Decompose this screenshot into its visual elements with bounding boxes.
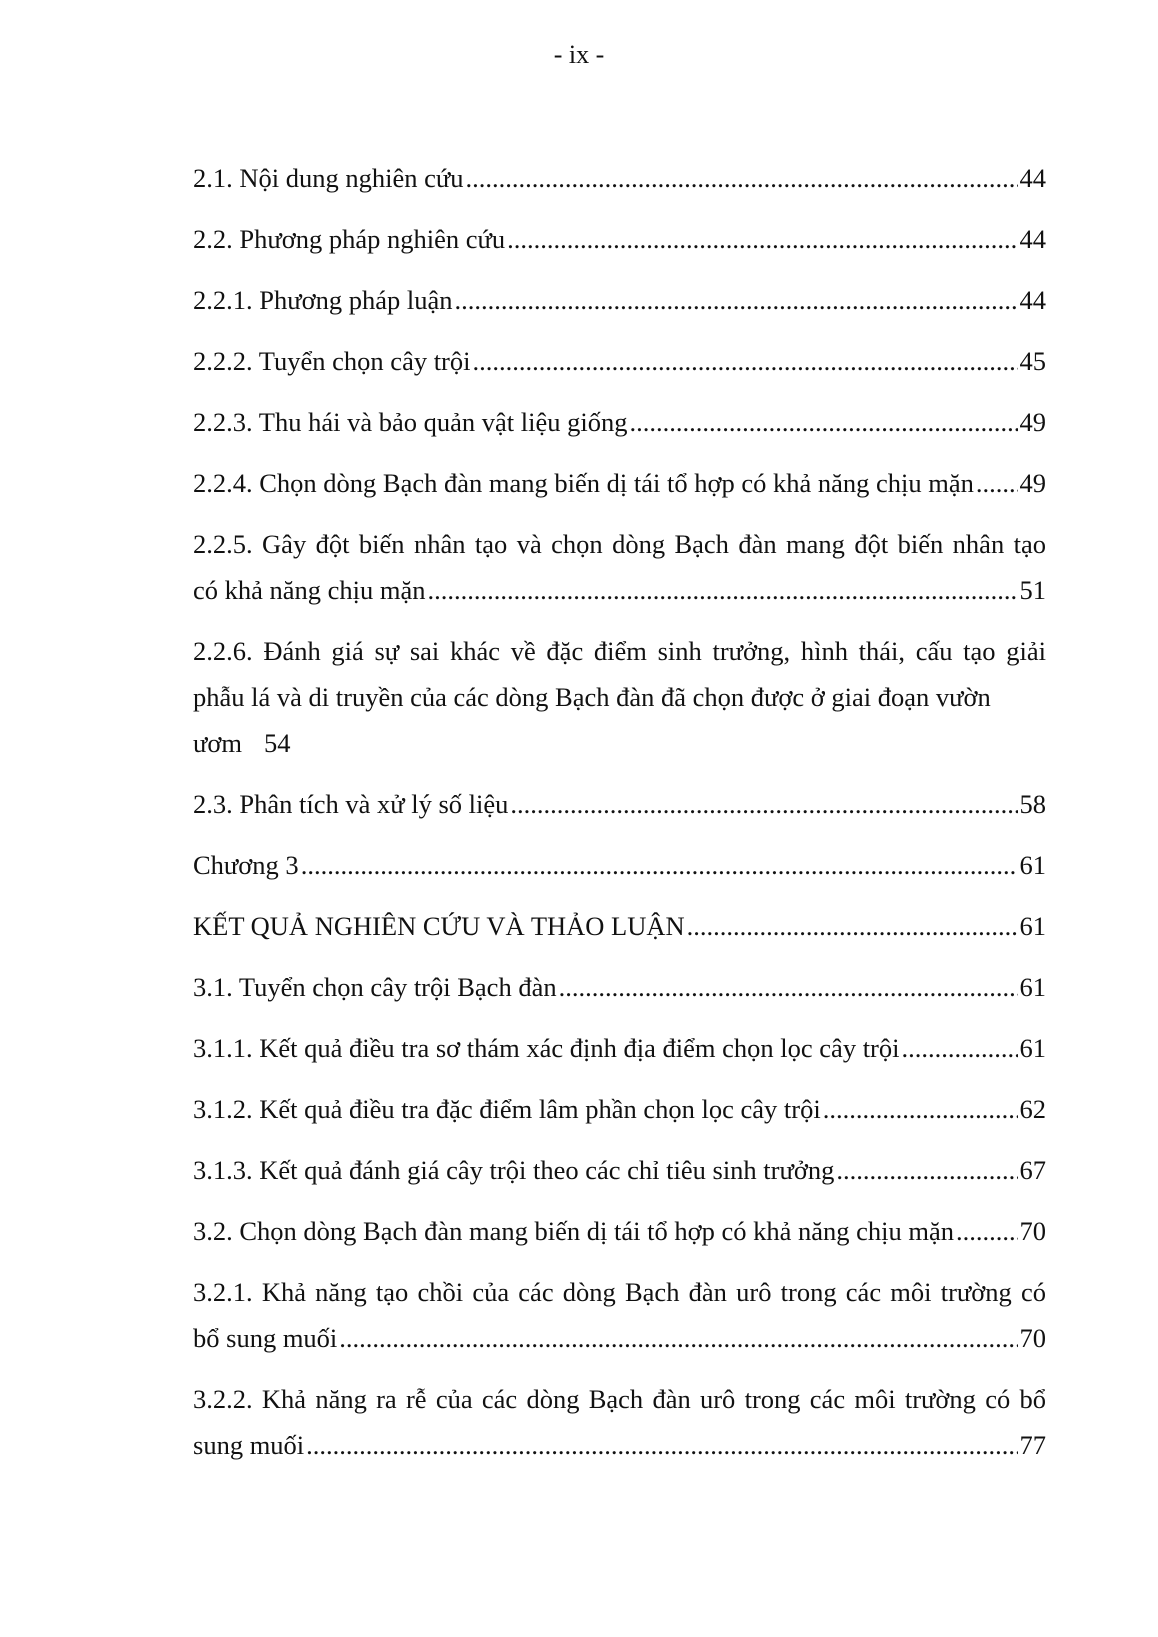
toc-entry[interactable]	[193, 628, 1046, 766]
toc-line	[193, 1208, 1046, 1254]
dot-leader	[902, 1025, 1018, 1071]
toc-title-line: 2.2.6. Đánh giá sự sai khác về đặc điểm sinh trưởng, hình thái, cấu tạo giải	[193, 636, 1046, 666]
toc-line	[193, 903, 1046, 949]
toc-title: 2.2.4. Chọn dòng Bạch đàn mang biến dị tái tổ hợp có khả năng chịu mặn	[193, 468, 974, 498]
toc-line	[193, 1086, 1046, 1132]
toc-entry[interactable]	[193, 1208, 1046, 1254]
toc-entry[interactable]	[193, 1269, 1046, 1361]
toc-page-number: 67	[1019, 1155, 1046, 1185]
toc-page-number: 77	[1019, 1430, 1046, 1460]
toc-line	[193, 277, 1046, 323]
toc-entry[interactable]	[193, 842, 1046, 888]
toc-title: 3.1. Tuyển chọn cây trội Bạch đàn	[193, 972, 557, 1002]
toc-title: 2.2. Phương pháp nghiên cứu	[193, 224, 506, 254]
toc-page-number: 44	[1019, 163, 1046, 193]
dot-leader	[823, 1086, 1018, 1132]
toc-title: 2.2.3. Thu hái và bảo quản vật liệu giống	[193, 407, 628, 437]
table-of-contents	[193, 155, 1046, 1483]
toc-page-number: 61	[1019, 972, 1046, 1002]
dot-leader	[466, 155, 1018, 201]
toc-page-number: 62	[1019, 1094, 1046, 1124]
toc-line	[193, 1422, 1046, 1468]
toc-title-line: phẫu lá và di truyền của các dòng Bạch đàn đã chọn được ở giai đoạn vườn	[193, 682, 991, 712]
dot-leader	[687, 903, 1018, 949]
toc-entry[interactable]	[193, 781, 1046, 827]
toc-entry[interactable]	[193, 903, 1046, 949]
toc-page-number: 45	[1019, 346, 1046, 376]
toc-line	[193, 399, 1046, 445]
toc-entry[interactable]	[193, 1025, 1046, 1071]
toc-page-number: 70	[1019, 1323, 1046, 1353]
toc-line	[193, 781, 1046, 827]
toc-title: 2.1. Nội dung nghiên cứu	[193, 163, 464, 193]
dot-leader	[836, 1147, 1017, 1193]
dot-leader	[455, 277, 1018, 323]
toc-entry[interactable]	[193, 277, 1046, 323]
toc-page-number: 61	[1019, 1033, 1046, 1063]
dot-leader	[339, 1315, 1017, 1361]
toc-line	[193, 460, 1046, 506]
toc-title: sung muối	[193, 1430, 305, 1460]
dot-leader	[559, 964, 1018, 1010]
toc-title-line: 3.2.1. Khả năng tạo chồi của các dòng Bạch đàn urô trong các môi trường có	[193, 1277, 1046, 1307]
toc-line	[193, 155, 1046, 201]
toc-title: có khả năng chịu mặn	[193, 575, 426, 605]
toc-line	[193, 964, 1046, 1010]
toc-line	[193, 216, 1046, 262]
toc-page-number: 61	[1019, 850, 1046, 880]
toc-entry[interactable]	[193, 1376, 1046, 1468]
toc-title: 2.2.2. Tuyển chọn cây trội	[193, 346, 471, 376]
dot-leader	[507, 216, 1017, 262]
toc-page-number: 58	[1019, 789, 1046, 819]
page-number: - ix -	[553, 40, 605, 69]
toc-page-number: 44	[1019, 285, 1046, 315]
toc-title: 2.2.1. Phương pháp luận	[193, 285, 453, 315]
toc-title: ươm	[193, 728, 242, 758]
dot-leader	[956, 1208, 1017, 1254]
toc-line	[193, 1147, 1046, 1193]
toc-page-number: 51	[1019, 575, 1046, 605]
toc-title: Chương 3	[193, 850, 299, 880]
toc-line	[193, 567, 1046, 613]
toc-title: bổ sung muối	[193, 1323, 338, 1353]
toc-title: 3.1.1. Kết quả điều tra sơ thám xác định địa điểm chọn lọc cây trội	[193, 1033, 900, 1063]
toc-entry[interactable]	[193, 338, 1046, 384]
toc-entry[interactable]	[193, 964, 1046, 1010]
toc-title: 3.2. Chọn dòng Bạch đàn mang biến dị tái tổ hợp có khả năng chịu mặn	[193, 1216, 955, 1246]
toc-entry[interactable]	[193, 216, 1046, 262]
toc-entry[interactable]	[193, 399, 1046, 445]
toc-title-line: 3.2.2. Khả năng ra rễ của các dòng Bạch đàn urô trong các môi trường có bổ	[193, 1384, 1046, 1414]
toc-line	[193, 338, 1046, 384]
toc-page-number: 44	[1019, 224, 1046, 254]
toc-title: 2.3. Phân tích và xử lý số liệu	[193, 789, 509, 819]
toc-entry[interactable]	[193, 460, 1046, 506]
dot-leader	[510, 781, 1017, 827]
toc-entry[interactable]	[193, 1086, 1046, 1132]
toc-page-number: 49	[1019, 468, 1046, 498]
dot-leader	[306, 1422, 1017, 1468]
dot-leader	[428, 567, 1018, 613]
toc-page-number: 54	[264, 728, 291, 758]
dot-leader	[301, 842, 1018, 888]
toc-page-number: 61	[1019, 911, 1046, 941]
dot-leader	[629, 399, 1017, 445]
toc-entry[interactable]	[193, 1147, 1046, 1193]
toc-title: 3.1.3. Kết quả đánh giá cây trội theo các chỉ tiêu sinh trưởng	[193, 1155, 835, 1185]
toc-line	[193, 1025, 1046, 1071]
toc-line	[193, 1315, 1046, 1361]
toc-title-line: 2.2.5. Gây đột biến nhân tạo và chọn dòng Bạch đàn mang đột biến nhân tạo	[193, 529, 1046, 559]
toc-line	[193, 720, 1046, 766]
toc-title: KẾT QUẢ NGHIÊN CỨU VÀ THẢO LUẬN	[193, 911, 685, 941]
toc-title: 3.1.2. Kết quả điều tra đặc điểm lâm phần chọn lọc cây trội	[193, 1094, 821, 1124]
toc-page-number: 70	[1019, 1216, 1046, 1246]
dot-leader	[473, 338, 1018, 384]
dot-leader	[976, 460, 1018, 506]
toc-line	[193, 842, 1046, 888]
toc-entry[interactable]	[193, 521, 1046, 613]
toc-page-number: 49	[1019, 407, 1046, 437]
toc-entry[interactable]	[193, 155, 1046, 201]
